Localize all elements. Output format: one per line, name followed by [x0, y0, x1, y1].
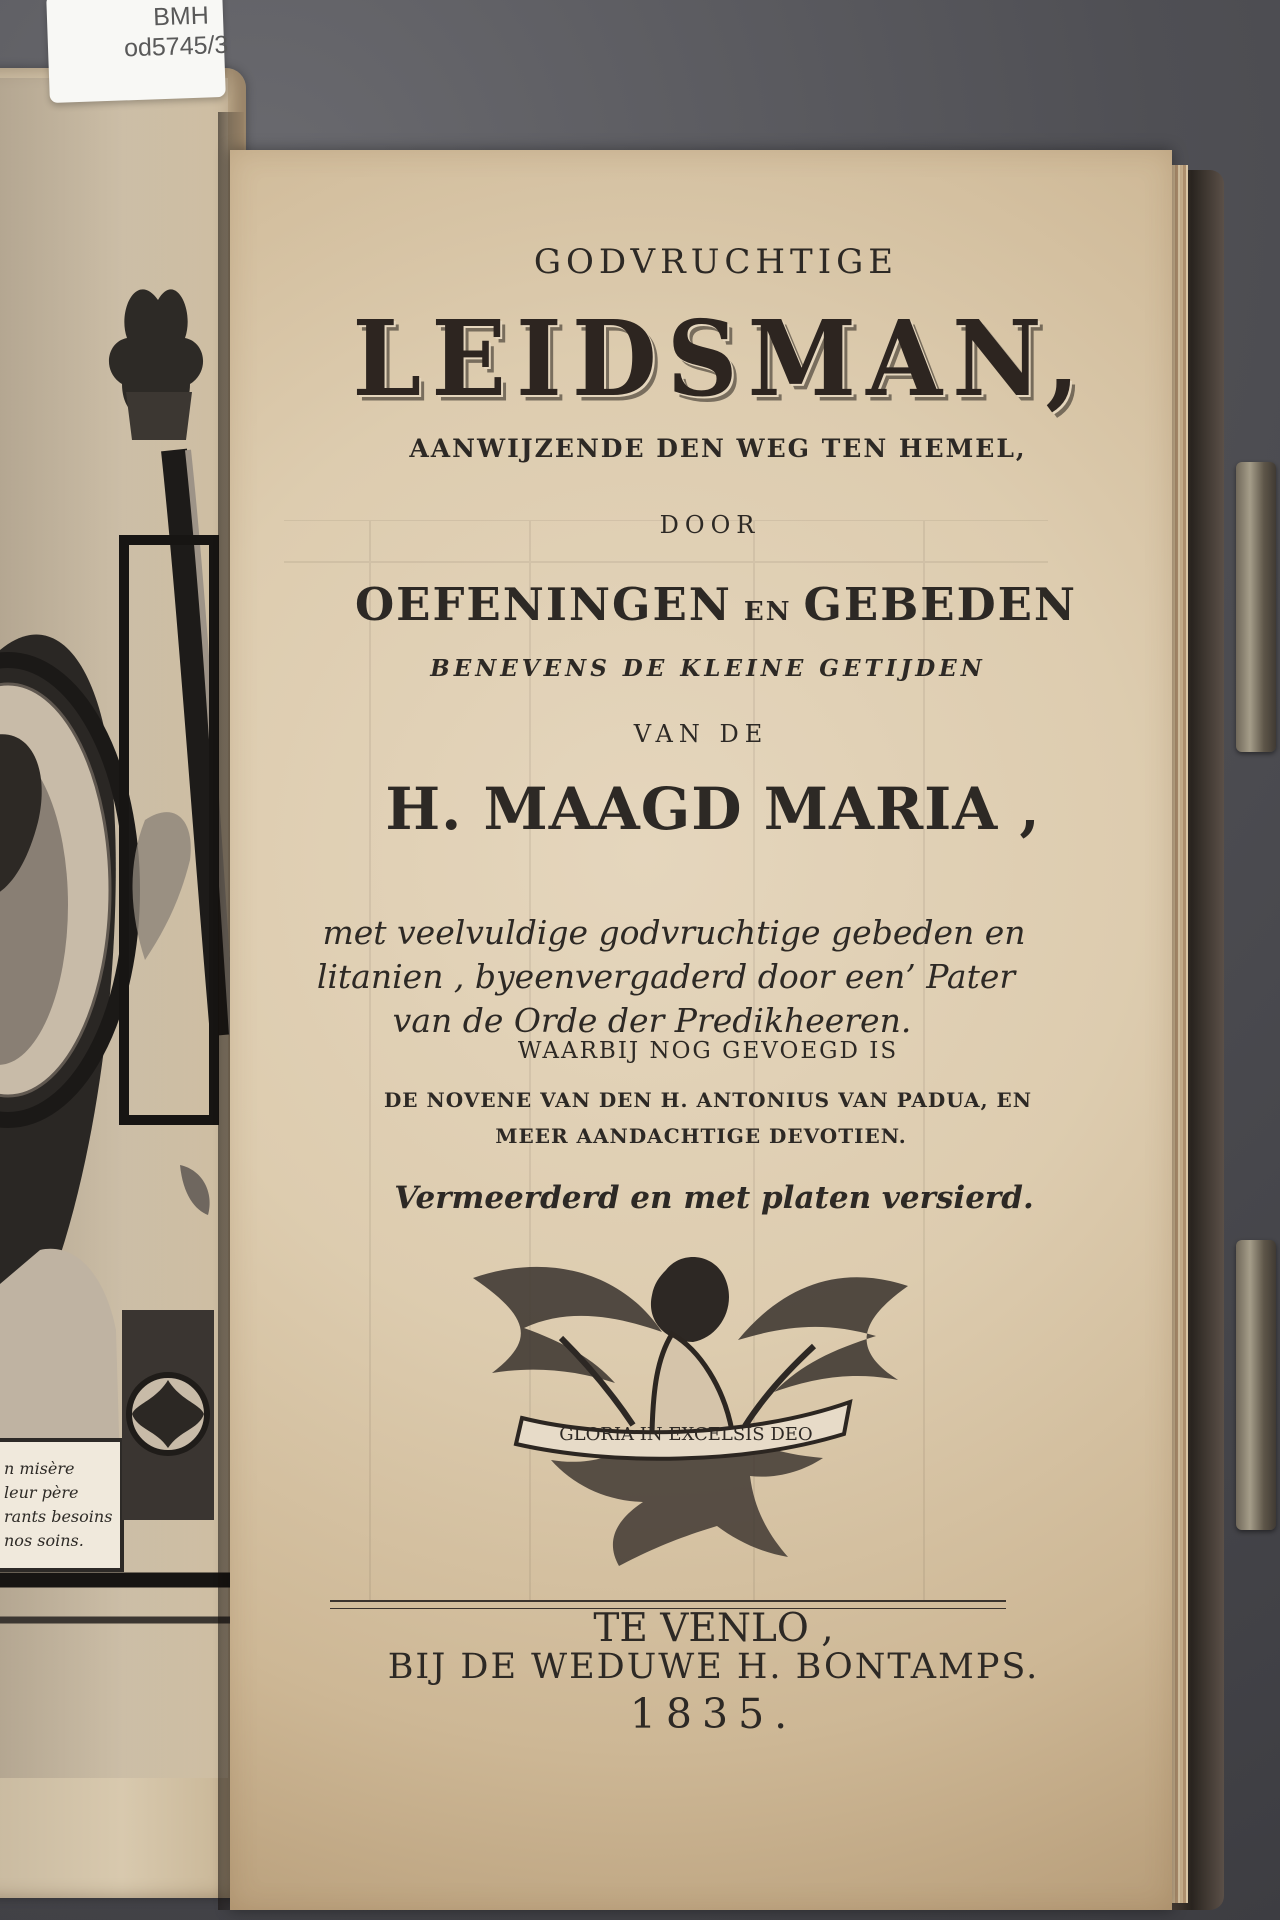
- title-line-h-maagd-maria: H. MAAGD MARIA ,: [385, 775, 1041, 843]
- frontispiece-caption-line-3: rants besoins: [4, 1507, 113, 1526]
- title-page-text-area: [230, 150, 1172, 1910]
- library-label: [46, 0, 229, 103]
- italic-line-2: litanien , byeenvergaderd door een’ Pater: [316, 957, 1016, 996]
- frontispiece-engraving: [0, 0, 240, 1920]
- title-word-gebeden: GEBEDEN: [803, 578, 1078, 631]
- metal-clasp-top: [1236, 462, 1276, 752]
- imprint-city: TE VENLO ,: [593, 1606, 834, 1651]
- title-line-meer: MEER AANDACHTIGE DEVOTIEN.: [495, 1124, 907, 1148]
- frontispiece-caption-line-4: nos soins.: [4, 1531, 84, 1550]
- library-label-code-top: BMH: [152, 1, 210, 32]
- title-line-van-de: VAN DE: [633, 720, 769, 748]
- title-line-door: DOOR: [659, 511, 761, 539]
- title-word-oefeningen: OEFENINGEN: [354, 578, 732, 631]
- title-word-en: EN: [743, 597, 792, 627]
- angel-vignette: [468, 1250, 916, 1575]
- title-line-godvruchtige: GODVRUCHTIGE: [533, 242, 899, 282]
- title-line-benevens: BENEVENS DE KLEINE GETIJDEN: [430, 655, 986, 682]
- title-line-oefeningen-gebeden: [260, 578, 1172, 631]
- imprint-rule-top: [330, 1600, 1006, 1602]
- frontispiece-caption-line-1: n misère: [4, 1459, 75, 1478]
- title-line-waarbij: WAARBIJ NOG GEVOEGD IS: [517, 1038, 899, 1064]
- imprint-publisher: BIJ DE WEDUWE H. BONTAMPS.: [387, 1647, 1040, 1687]
- title-line-novene: DE NOVENE VAN DEN H. ANTONIUS VAN PADUA, EN: [383, 1088, 1033, 1112]
- title-line-aanwijzende: AANWIJZENDE DEN WEG TEN HEMEL,: [409, 434, 1027, 463]
- metal-clasp-bottom: [1236, 1240, 1276, 1530]
- title-line-leidsman: LEIDSMAN,: [352, 298, 1090, 421]
- italic-line-3: van de Orde der Predikheeren.: [392, 1001, 912, 1040]
- angel-banner-text: GLORIA IN EXCELSIS DEO: [559, 1424, 813, 1445]
- title-line-vermeerderd: Vermeerderd en met platen versierd.: [394, 1180, 1034, 1216]
- imprint-year: 1835.: [629, 1690, 798, 1738]
- library-label-code-bottom: od5745/3: [123, 30, 229, 63]
- italic-line-1: met veelvuldige godvruchtige gebeden en: [322, 913, 1026, 952]
- frontispiece-caption-line-2: leur père: [4, 1483, 79, 1502]
